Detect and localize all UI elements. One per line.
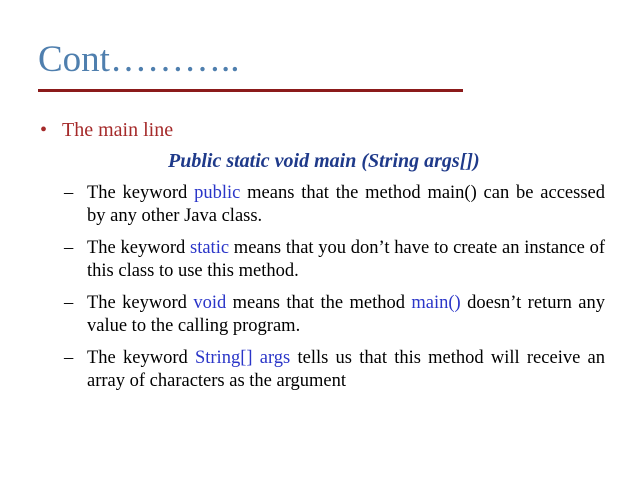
sub-text-before: The keyword bbox=[87, 238, 190, 258]
sub-bullet-void bbox=[60, 292, 605, 338]
sub-text-after: means that the method main() can be accessed by any other Java class. bbox=[87, 183, 605, 226]
sub-text-before: The keyword bbox=[87, 183, 195, 203]
keyword-void: void bbox=[193, 293, 227, 313]
keyword-main: main() bbox=[411, 293, 461, 313]
sub-bullet-list bbox=[60, 182, 605, 402]
sub-text-after: means that you don’t have to create an instance of this class to use this method. bbox=[87, 238, 605, 281]
keyword-string-args: String[] args bbox=[194, 348, 291, 368]
sub-text-middle: means that the method bbox=[226, 293, 412, 313]
sub-text-after: tells us that this method will receive an array of characters as the argument bbox=[87, 348, 605, 391]
sub-text-before: The keyword bbox=[87, 348, 195, 368]
title-underline bbox=[38, 89, 463, 92]
sub-text-after: doesn’t return any value to the calling program. bbox=[87, 293, 605, 336]
sub-bullet-public bbox=[60, 182, 605, 228]
bullet-text: The main line bbox=[62, 119, 174, 141]
slide-title: Cont……….. bbox=[38, 39, 240, 80]
sub-bullet-args bbox=[60, 347, 605, 393]
bullet-marker: • bbox=[40, 119, 48, 141]
dash-marker: – bbox=[64, 183, 74, 203]
keyword-public: public bbox=[194, 183, 241, 203]
sub-text-before: The keyword bbox=[87, 293, 194, 313]
dash-marker: – bbox=[64, 293, 74, 313]
sub-bullet-static bbox=[60, 237, 605, 283]
method-signature: Public static void main (String args[]) bbox=[168, 150, 480, 172]
keyword-static: static bbox=[190, 238, 230, 258]
main-bullet bbox=[40, 117, 173, 143]
dash-marker: – bbox=[64, 238, 74, 258]
dash-marker: – bbox=[64, 348, 74, 368]
